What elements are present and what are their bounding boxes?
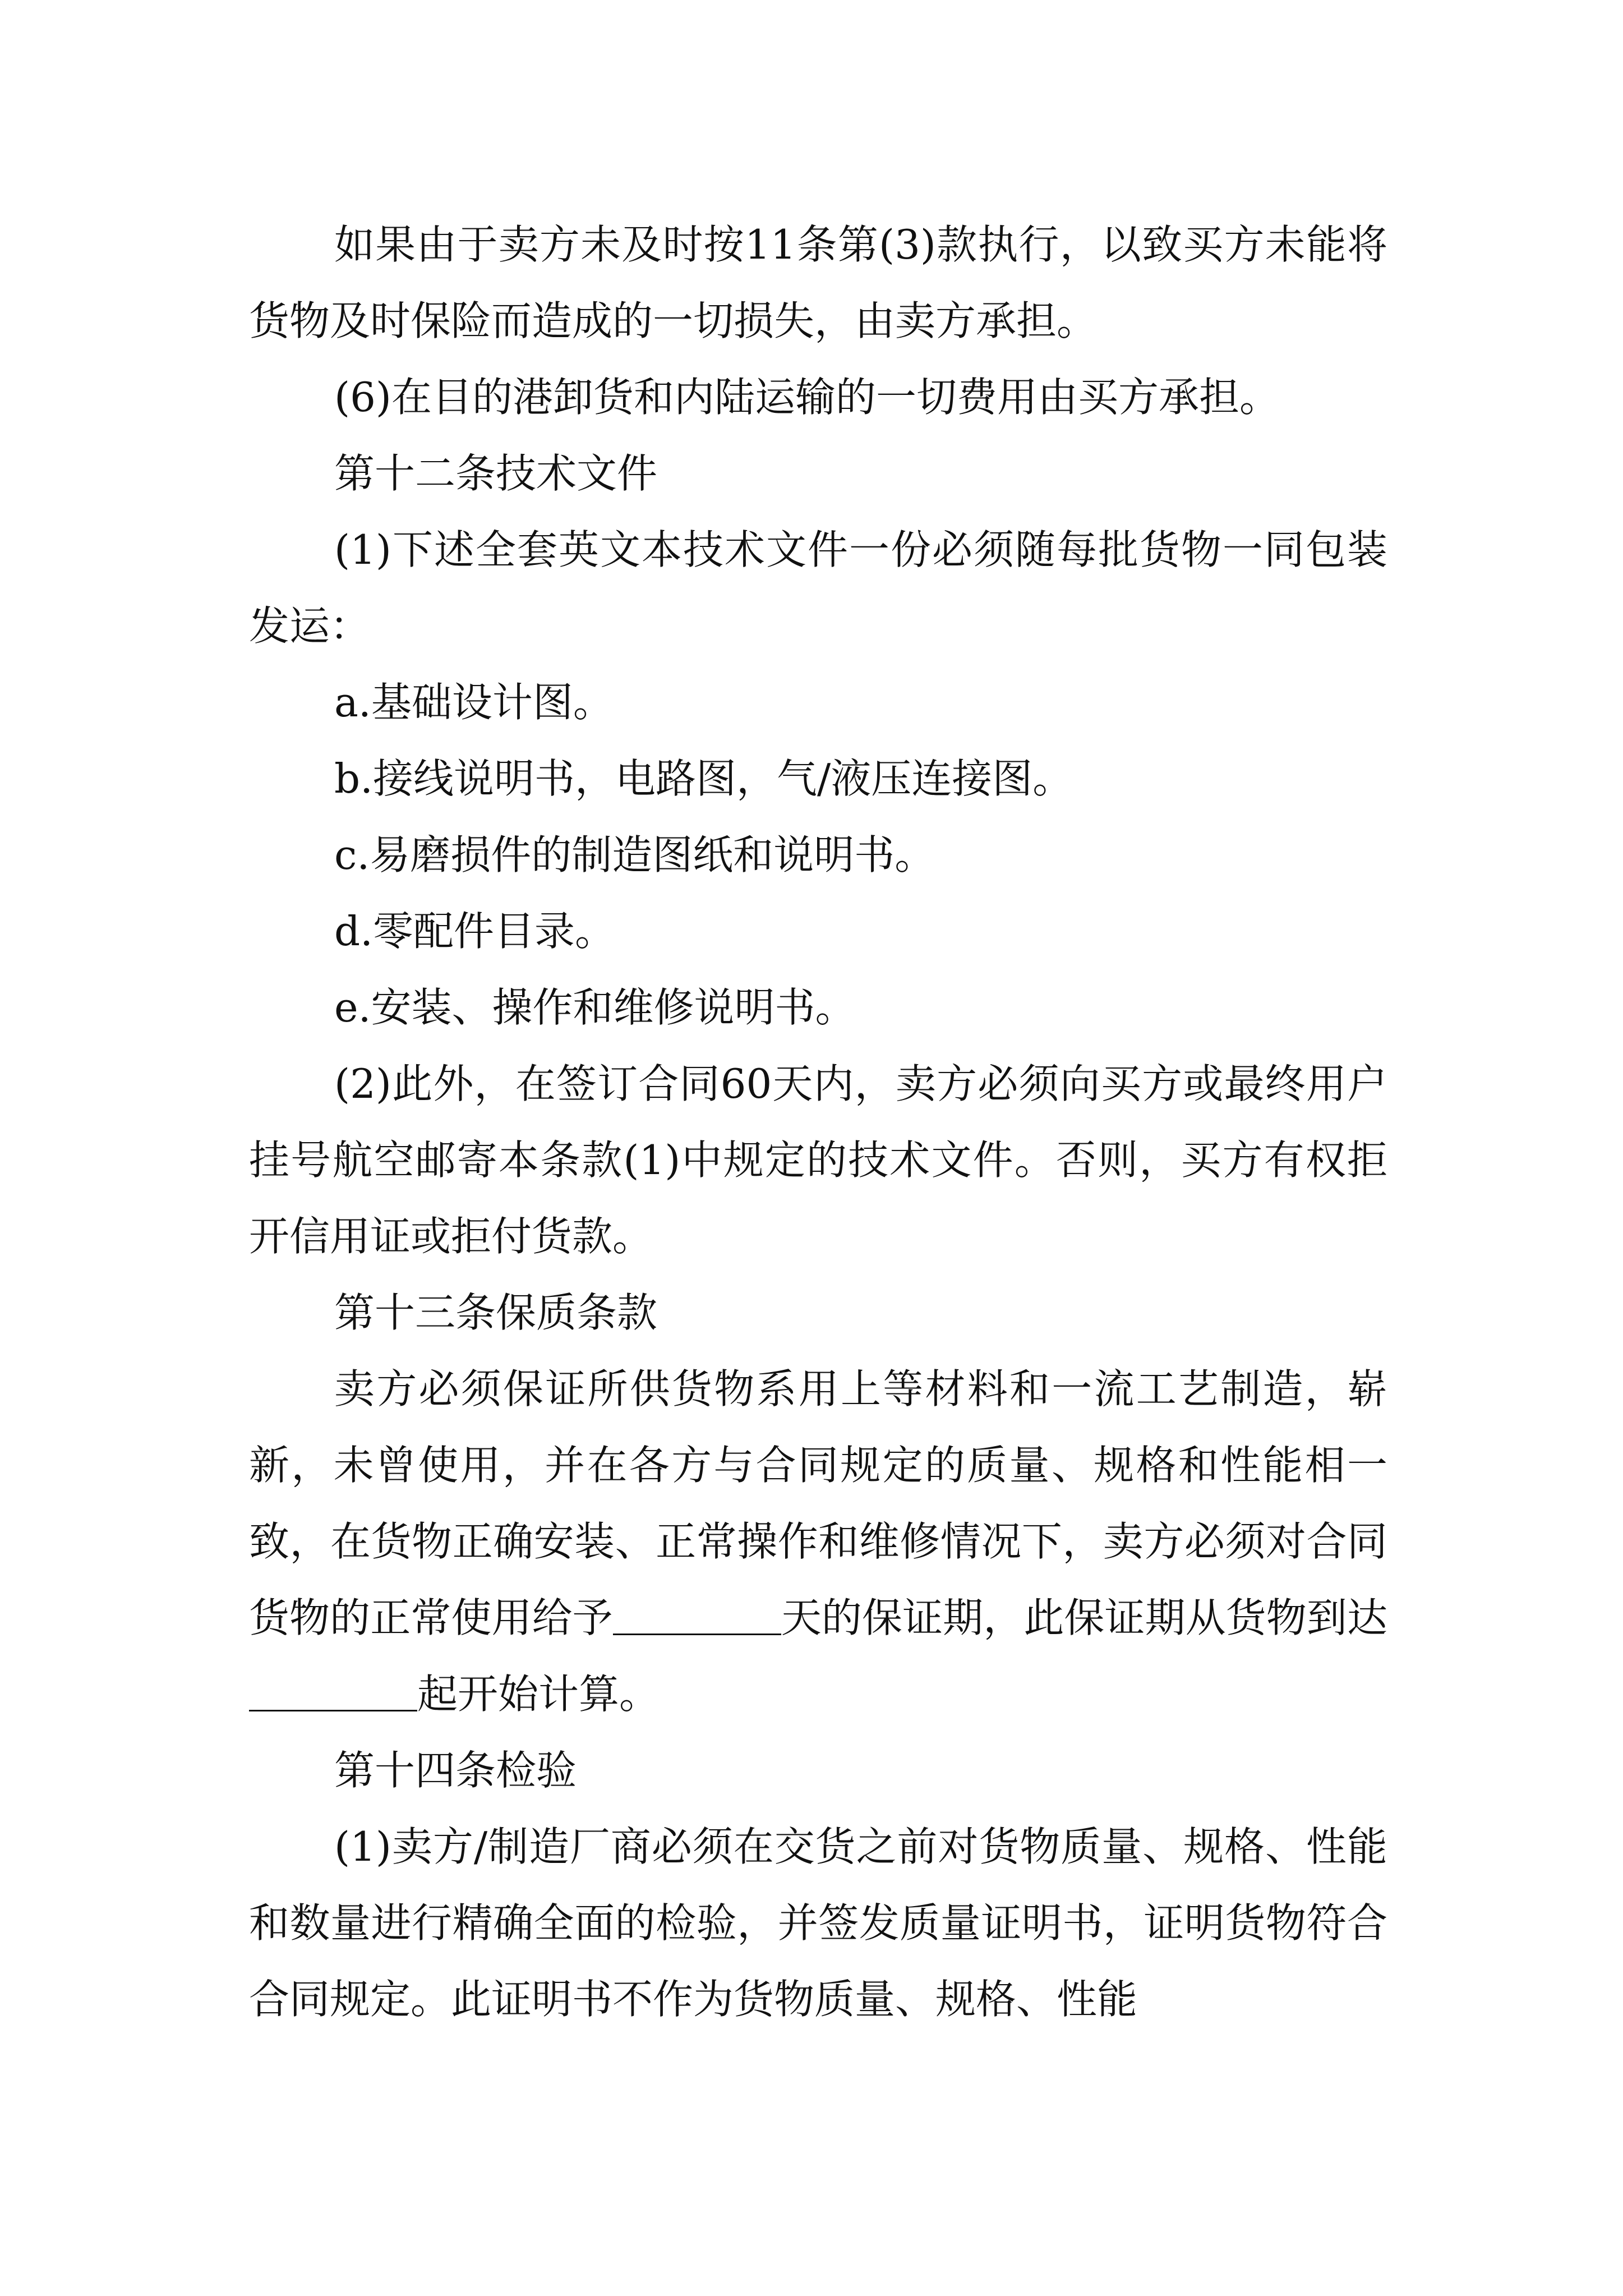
article-13-heading: 第十三条保质条款 (334, 1289, 658, 1336)
paragraph-inspection: (1)卖方/制造厂商必须在交货之前对货物质量、规格、性能和数量进行精确全面的检验，并签发质量证明书，证明货物符合合同规定。此证明书不作为货物质量、规格、性能 (249, 1823, 1387, 2023)
warranty-text-part2: 天的保证期，此保证期从货物到达 (781, 1594, 1387, 1641)
paragraph-airmail-docs: (2)此外，在签订合同60天内，卖方必须向买方或最终用户挂号航空邮寄本条款(1)中规定的技术文件。否则，买方有权拒开信用证或拒付货款。 (249, 1060, 1387, 1260)
paragraph-unloading-costs: (6)在目的港卸货和内陆运输的一切费用由买方承担。 (334, 374, 1280, 421)
article-14-heading: 第十四条检验 (334, 1747, 577, 1794)
paragraph-warranty (249, 1351, 1387, 1732)
warranty-days-blank (613, 1593, 781, 1635)
list-item-b: b.接线说明书，电路图，气/液压连接图。 (334, 755, 1073, 802)
list-item-a: a.基础设计图。 (334, 679, 614, 726)
document-body (249, 206, 1387, 2037)
warranty-text-part1: 卖方必须保证所供货物系用上等材料和一流工艺制造，崭新，未曾使用，并在各方与合同规定的质量、规格和性能相一致，在货物正确安装、正常操作和维修情况下，卖方必须对合同货物的正常使用给予 (249, 1365, 1387, 1641)
paragraph-technical-docs-intro: (1)下述全套英文本技术文件一份必须随每批货物一同包装发运： (249, 526, 1387, 650)
warranty-start-blank (249, 1669, 417, 1711)
paragraph-insurance-loss: 如果由于卖方未及时按11条第(3)款执行，以致买方未能将货物及时保险而造成的一切损失，由卖方承担。 (249, 221, 1387, 344)
list-item-d: d.零配件目录。 (334, 908, 615, 955)
article-12-heading: 第十二条技术文件 (334, 450, 658, 497)
warranty-text-part3: 起开始计算。 (417, 1671, 660, 1718)
list-item-e: e.安装、操作和维修说明书。 (334, 984, 856, 1031)
list-item-c: c.易磨损件的制造图纸和说明书。 (334, 831, 935, 878)
